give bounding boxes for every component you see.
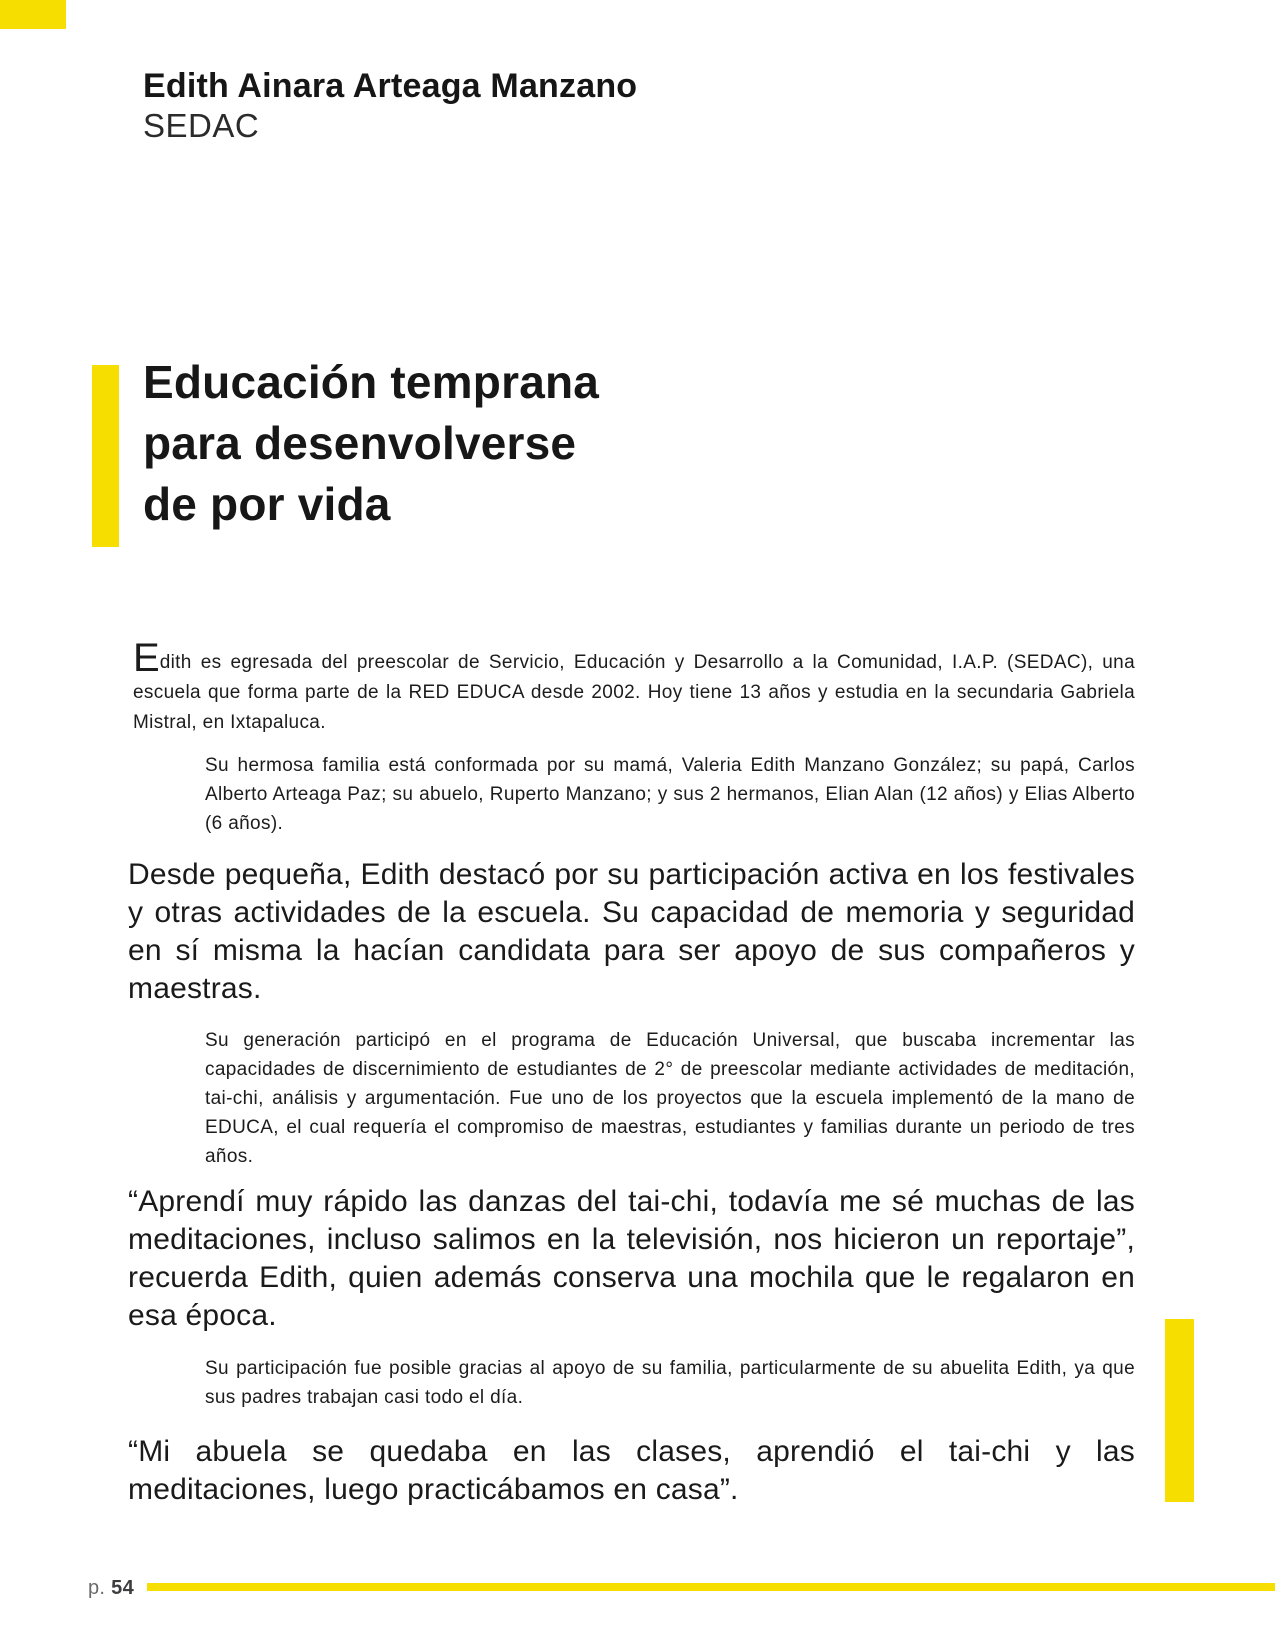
paragraph-lead bbox=[133, 636, 1135, 738]
title-accent-bar bbox=[92, 365, 119, 547]
paragraph-family: Su hermosa familia está conformada por su mamá, Valeria Edith Manzano González; su papá, Carlos Alberto Arteaga Paz; su abuelo, Ruperto Manzano; y sus 2 hermanos, Elian Alan (12 años) y Elias Alberto (6 años). bbox=[205, 755, 1135, 834]
drop-cap-initial: E bbox=[133, 636, 160, 680]
paragraph-quote-grandmother: “Mi abuela se quedaba en las clases, aprendió el tai-chi y las meditaciones, luego practicábamos en casa”. bbox=[128, 1435, 1135, 1506]
article-title-line-3: de por vida bbox=[143, 478, 391, 530]
author-name: Edith Ainara Arteaga Manzano bbox=[143, 67, 638, 105]
paragraph-lead-text: dith es egresada del preescolar de Servicio, Educación y Desarrollo a la Comunidad, I.A.P. (SEDAC), una escuela que forma parte de la RED EDUCA desde 2002. Hoy tiene 13 años y estudia en la secundaria Gabriela Mistral, en Ixtapaluca. bbox=[133, 652, 1135, 733]
paragraph-quote-taichi: “Aprendí muy rápido las danzas del tai-chi, todavía me sé muchas de las meditaciones, incluso salimos en la televisión, nos hicieron un reportaje”, recuerda Edith, quien además conserva una mochila que le regalaron en esa época. bbox=[128, 1185, 1135, 1332]
paragraph-emphasis-participation: Desde pequeña, Edith destacó por su participación activa en los festivales y otras actividades de la escuela. Su capacidad de memoria y seguridad en sí misma la hacían candidata para ser apoyo de sus compañeros y maestras. bbox=[128, 858, 1135, 1005]
paragraph-program: Su generación participó en el programa de Educación Universal, que buscaba incrementar las capacidades de discernimiento de estudiantes de 2° de preescolar mediante actividades de meditación, tai-chi, análisis y argumentación. Fue uno de los proyectos que la escuela implementó de la mano de EDUCA, el cual requería el compromiso de maestras, estudiantes y familias durante un periodo de tres años. bbox=[205, 1030, 1135, 1167]
right-accent-bar bbox=[1165, 1319, 1194, 1502]
top-left-accent-block bbox=[0, 0, 66, 29]
article-title bbox=[143, 352, 843, 535]
page-number bbox=[88, 1576, 134, 1600]
page-number-value: 54 bbox=[111, 1577, 134, 1599]
paragraph-support: Su participación fue posible gracias al apoyo de su familia, particularmente de su abuelita Edith, ya que sus padres trabajan casi todo el día. bbox=[205, 1358, 1135, 1408]
article-title-line-1: Educación temprana bbox=[143, 356, 600, 408]
footer-accent-rule bbox=[147, 1583, 1275, 1591]
organization-name: SEDAC bbox=[143, 107, 260, 144]
article-title-line-2: para desenvolverse bbox=[143, 417, 577, 469]
page-number-prefix: p. bbox=[88, 1577, 106, 1599]
